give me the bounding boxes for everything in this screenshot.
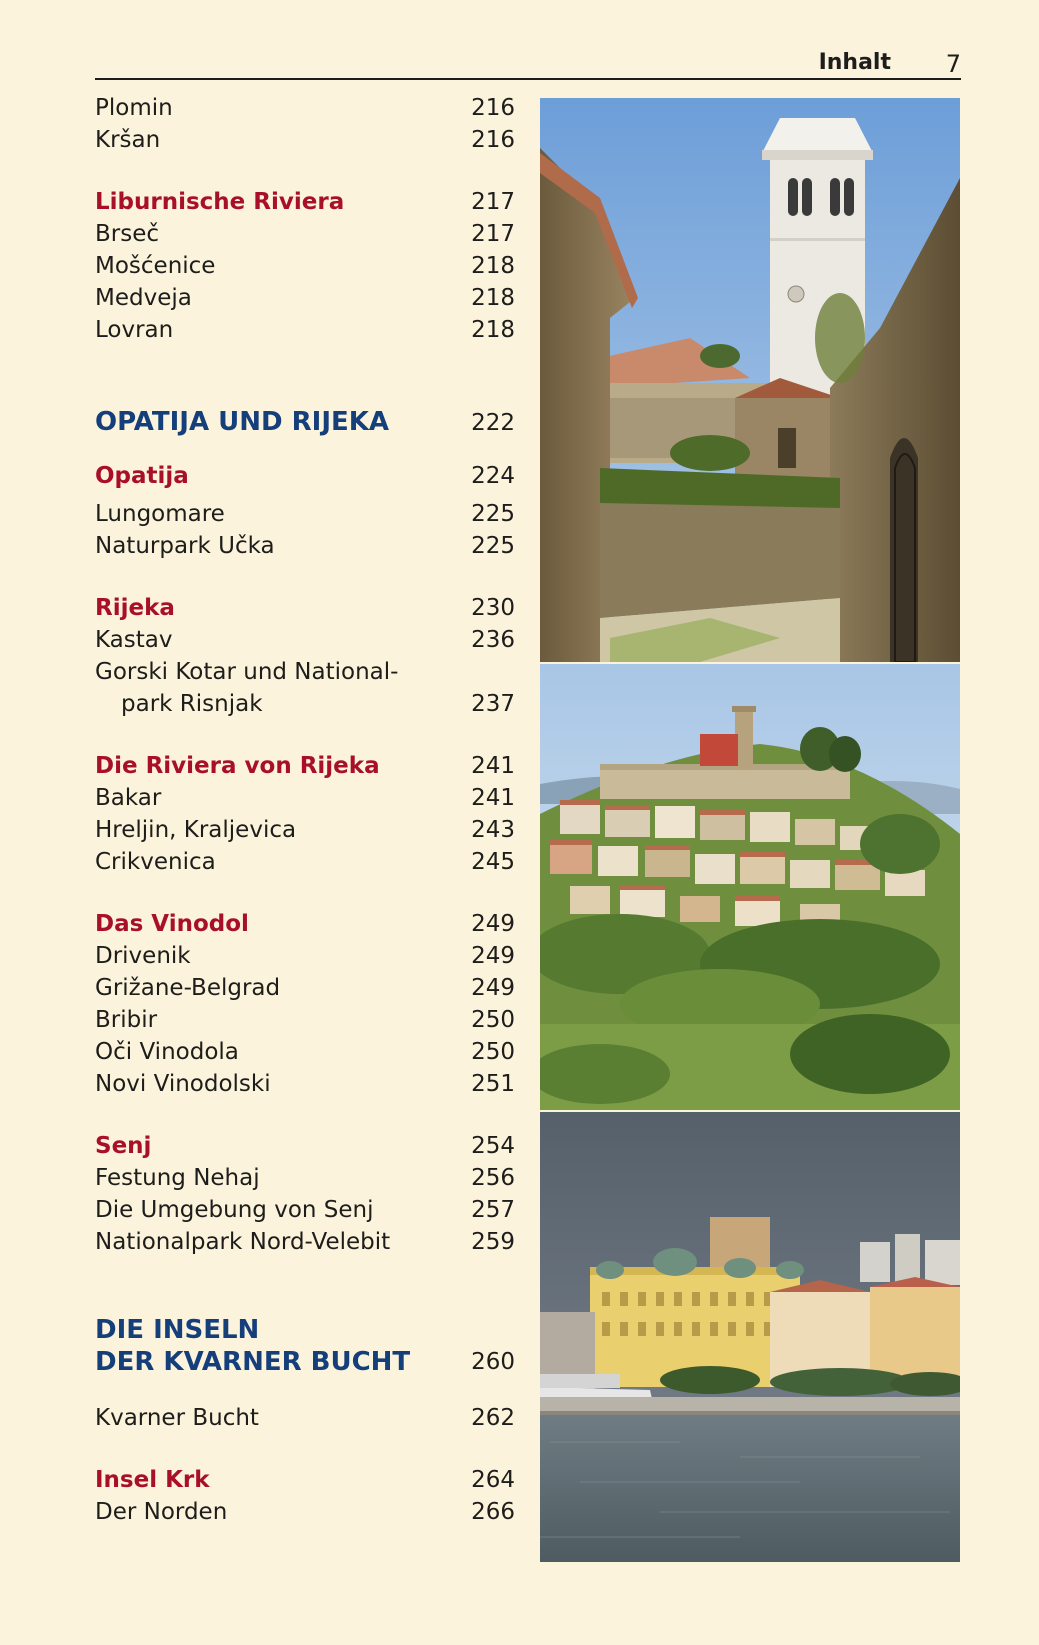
toc-entry-kastav[interactable] [95,624,515,656]
toc-entry-page: 217 [471,221,515,247]
toc-subheading-label: Insel Krk [95,1467,210,1493]
toc-entry-label: Kršan [95,127,161,153]
toc-entry-drivenik[interactable] [95,940,515,972]
toc-subheading-label: Senj [95,1133,152,1159]
toc-entry-plomin[interactable] [95,92,515,124]
toc-subheading-label: Liburnische Riviera [95,189,345,215]
toc-subheading-label: Die Riviera von Rijeka [95,753,380,779]
toc-entry-page: 216 [471,127,515,153]
toc-chapter-label-line1: DIE INSELN [95,1315,260,1345]
toc-entry-bribir[interactable] [95,1004,515,1036]
toc-entry-page: 225 [471,501,515,527]
toc-subheading-senj[interactable] [95,1130,515,1162]
toc-entry-kvarner-bucht[interactable] [95,1402,515,1434]
toc-entry-hreljin[interactable] [95,814,515,846]
toc-entry-page: 245 [471,849,515,875]
toc-subheading-label: Opatija [95,463,189,489]
toc-entry-label: Hreljin, Kraljevica [95,817,297,843]
toc-subheading-vinodol[interactable] [95,908,515,940]
toc-entry-naturpark-ucka[interactable] [95,530,515,562]
toc-subheading-label: Rijeka [95,595,175,621]
toc-chapter-opatija-rijeka[interactable] [95,406,515,438]
toc-entry-page: 259 [471,1229,515,1255]
toc-entry-page: 262 [471,1405,515,1431]
toc-entry-page: 250 [471,1007,515,1033]
toc-entry-label: Drivenik [95,943,191,969]
table-of-contents [95,92,515,1528]
toc-subheading-page: 264 [471,1467,515,1493]
toc-entry-medveja[interactable] [95,282,515,314]
toc-subheading-page: 249 [471,911,515,937]
toc-entry-brsec[interactable] [95,218,515,250]
toc-entry-grizane[interactable] [95,972,515,1004]
toc-subheading-label: Das Vinodol [95,911,249,937]
toc-entry-lovran[interactable] [95,314,515,346]
toc-entry-label: Grižane-Belgrad [95,975,281,1001]
page-header [95,48,961,80]
toc-entry-label: Plomin [95,95,173,121]
toc-entry-label: Bakar [95,785,162,811]
toc-entry-label: Kvarner Bucht [95,1405,259,1431]
toc-subheading-rijeka[interactable] [95,592,515,624]
photo-bell-tower-illustration [540,98,960,662]
toc-chapter-label-line2: DER KVARNER BUCHT [95,1347,411,1377]
toc-entry-page: 251 [471,1071,515,1097]
toc-subheading-page: 241 [471,753,515,779]
toc-entry-nord-velebit[interactable] [95,1226,515,1258]
toc-entry-label-line2: park Risnjak [121,691,263,717]
toc-entry-label: Oči Vinodola [95,1039,239,1065]
toc-entry-label: Lovran [95,317,174,343]
toc-entry-label: Brseč [95,221,160,247]
toc-subheading-liburnische-riviera[interactable] [95,186,515,218]
toc-entry-oci-vinodola[interactable] [95,1036,515,1068]
toc-chapter-page: 222 [471,410,515,436]
toc-entry-crikvenica[interactable] [95,846,515,878]
toc-entry-page: 218 [471,253,515,279]
toc-chapter-label: OPATIJA UND RIJEKA [95,407,390,437]
toc-entry-label: Naturpark Učka [95,533,275,559]
toc-entry-label: Die Umgebung von Senj [95,1197,374,1223]
toc-entry-page: 243 [471,817,515,843]
toc-chapter-label [95,1314,410,1378]
toc-entry-umgebung-senj[interactable] [95,1194,515,1226]
toc-entry-gorski-kotar[interactable] [95,656,515,720]
toc-entry-page: 216 [471,95,515,121]
toc-entry-page: 225 [471,533,515,559]
toc-entry-label: Festung Nehaj [95,1165,260,1191]
toc-entry-page: 266 [471,1499,515,1525]
toc-entry-label: Der Norden [95,1499,228,1525]
toc-subheading-riviera-rijeka[interactable] [95,750,515,782]
toc-entry-label: Nationalpark Nord-Velebit [95,1229,391,1255]
toc-entry-page: 237 [471,691,515,717]
photo-hilltop-town-illustration [540,664,960,1110]
toc-entry-festung-nehaj[interactable] [95,1162,515,1194]
toc-subheading-page: 254 [471,1133,515,1159]
toc-entry-lungomare[interactable] [95,498,515,530]
photo-harbor-palace [540,1112,960,1562]
toc-subheading-page: 224 [471,463,515,489]
toc-entry-krsan[interactable] [95,124,515,156]
toc-entry-label: Lungomare [95,501,225,527]
toc-entry-page: 236 [471,627,515,653]
toc-entry-page: 241 [471,785,515,811]
toc-entry-label: Mošćenice [95,253,216,279]
toc-subheading-page: 230 [471,595,515,621]
toc-entry-label [95,656,398,720]
header-section-title: Inhalt [818,50,891,75]
toc-entry-moscenice[interactable] [95,250,515,282]
toc-entry-label: Crikvenica [95,849,216,875]
toc-entry-label: Medveja [95,285,192,311]
toc-entry-page: 218 [471,285,515,311]
toc-chapter-inseln-kvarner[interactable] [95,1314,515,1378]
toc-chapter-page: 260 [471,1349,515,1375]
toc-subheading-opatija[interactable] [95,460,515,492]
toc-entry-page: 250 [471,1039,515,1065]
photo-bell-tower [540,98,960,662]
toc-entry-label: Novi Vinodolski [95,1071,271,1097]
toc-subheading-insel-krk[interactable] [95,1464,515,1496]
toc-entry-page: 249 [471,975,515,1001]
toc-entry-page: 218 [471,317,515,343]
header-page-number: 7 [945,50,961,78]
toc-entry-label: Kastav [95,627,173,653]
photo-hilltop-town [540,664,960,1110]
toc-entry-page: 257 [471,1197,515,1223]
toc-entry-bakar[interactable] [95,782,515,814]
toc-subheading-page: 217 [471,189,515,215]
photo-harbor-palace-illustration [540,1112,960,1562]
toc-entry-page: 256 [471,1165,515,1191]
toc-entry-page: 249 [471,943,515,969]
toc-entry-label: Bribir [95,1007,158,1033]
toc-entry-novi-vinodolski[interactable] [95,1068,515,1100]
toc-entry-label-line1: Gorski Kotar und National- [95,659,399,685]
toc-entry-der-norden[interactable] [95,1496,515,1528]
